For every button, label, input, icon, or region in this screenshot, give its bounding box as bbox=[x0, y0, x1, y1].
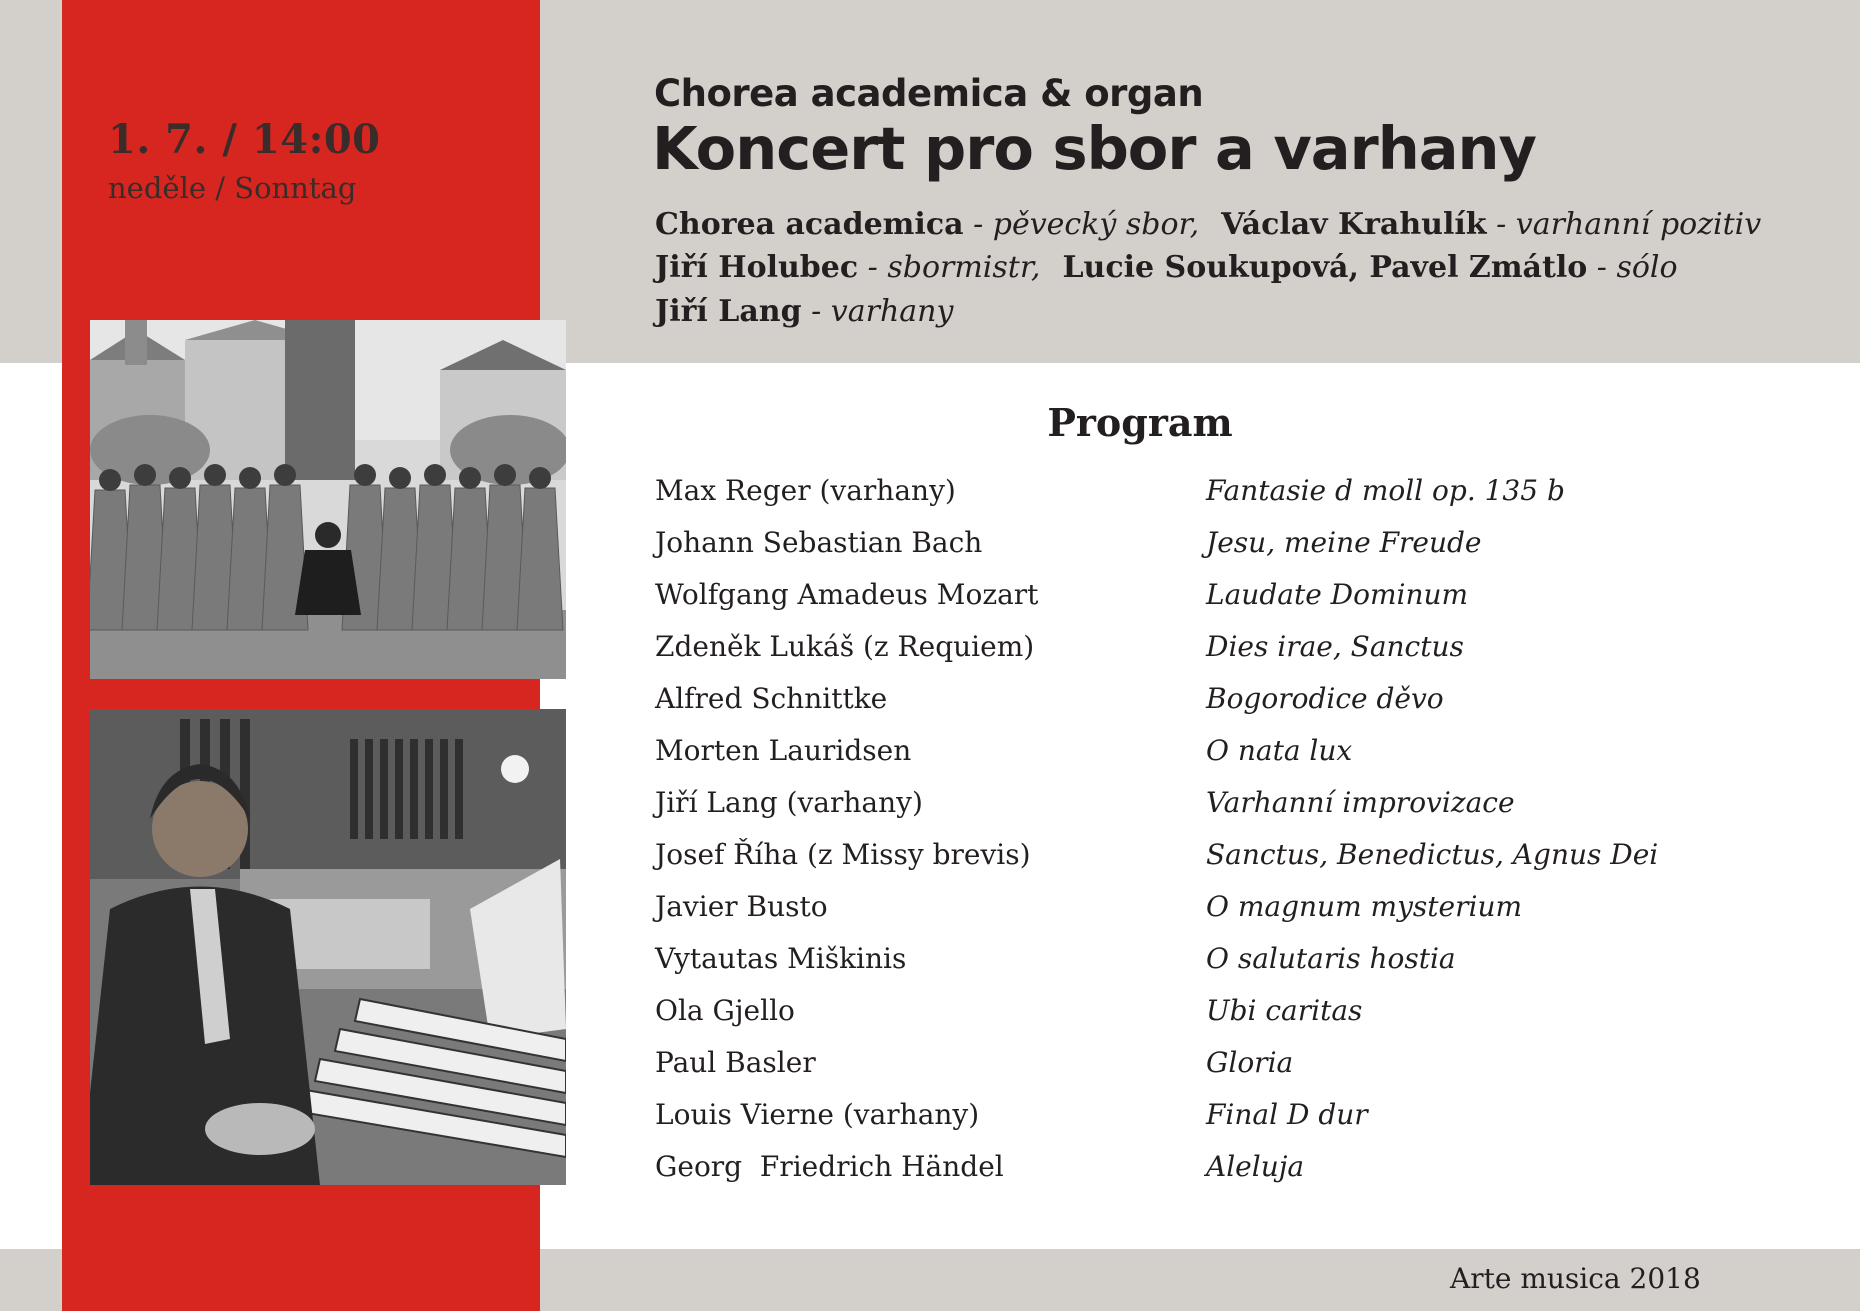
program-item bbox=[0, 526, 1860, 578]
performer-role: - varhany bbox=[801, 294, 954, 329]
program-composer: Paul Basler bbox=[655, 1046, 816, 1079]
program-item bbox=[0, 838, 1860, 890]
program-piece: Gloria bbox=[1206, 1046, 1294, 1079]
program-piece: Fantasie d moll op. 135 b bbox=[1206, 474, 1565, 507]
performer-name: Chorea academica bbox=[655, 207, 964, 242]
performer-role: - sólo bbox=[1587, 250, 1678, 285]
program-piece: O magnum mysterium bbox=[1206, 890, 1523, 923]
program-item bbox=[0, 1046, 1860, 1098]
program-piece: O salutaris hostia bbox=[1206, 942, 1456, 975]
program-composer: Jiří Lang (varhany) bbox=[655, 786, 923, 819]
program-composer: Max Reger (varhany) bbox=[655, 474, 956, 507]
program-item bbox=[0, 1098, 1860, 1150]
program-item bbox=[0, 890, 1860, 942]
program-piece: Dies irae, Sanctus bbox=[1206, 630, 1464, 663]
performer-role: - pěvecký sbor, bbox=[963, 207, 1200, 242]
program-piece: Sanctus, Benedictus, Agnus Dei bbox=[1206, 838, 1659, 871]
program-item bbox=[0, 994, 1860, 1046]
program-composer: Zdeněk Lukáš (z Requiem) bbox=[655, 630, 1035, 663]
program-piece: Aleluja bbox=[1206, 1150, 1305, 1183]
footer-label: Arte musica 2018 bbox=[1450, 1262, 1701, 1295]
program-item bbox=[0, 682, 1860, 734]
performer-name: Václav Krahulík bbox=[1221, 207, 1487, 242]
program-item bbox=[0, 786, 1860, 838]
event-date-time: 1. 7. / 14:00 bbox=[108, 116, 381, 163]
performer-role: - varhanní pozitiv bbox=[1486, 207, 1762, 242]
performer-name: Jiří Holubec bbox=[655, 250, 859, 285]
program-piece: Varhanní improvizace bbox=[1206, 786, 1515, 819]
program-composer: Ola Gjello bbox=[655, 994, 795, 1027]
program-piece: Jesu, meine Freude bbox=[1206, 526, 1482, 559]
program-item bbox=[0, 630, 1860, 682]
program-composer: Vytautas Miškinis bbox=[655, 942, 907, 975]
program-composer: Louis Vierne (varhany) bbox=[655, 1098, 980, 1131]
performer-name: Lucie Soukupová, Pavel Zmátlo bbox=[1062, 250, 1588, 285]
program-item bbox=[0, 578, 1860, 630]
program-item bbox=[0, 474, 1860, 526]
concert-title: Koncert pro sbor a varhany bbox=[652, 114, 1536, 183]
program-composer: Wolfgang Amadeus Mozart bbox=[655, 578, 1039, 611]
program-piece: Laudate Dominum bbox=[1206, 578, 1469, 611]
performer-name: Jiří Lang bbox=[655, 294, 802, 329]
performers-line-1 bbox=[655, 207, 1761, 242]
program-piece: Ubi caritas bbox=[1206, 994, 1363, 1027]
program-composer: Georg Friedrich Händel bbox=[655, 1150, 1004, 1183]
event-day: neděle / Sonntag bbox=[108, 171, 357, 205]
concert-subtitle: Chorea academica & organ bbox=[654, 72, 1204, 115]
performer-role: - sbormistr, bbox=[858, 250, 1041, 285]
program-item bbox=[0, 1150, 1860, 1202]
program-composer: Johann Sebastian Bach bbox=[655, 526, 983, 559]
program-item bbox=[0, 942, 1860, 994]
program-piece: Final D dur bbox=[1206, 1098, 1368, 1131]
program-item bbox=[0, 734, 1860, 786]
program-composer: Alfred Schnittke bbox=[655, 682, 888, 715]
performers-line-3 bbox=[655, 294, 953, 329]
performers-line-2 bbox=[655, 250, 1678, 285]
program-composer: Josef Říha (z Missy brevis) bbox=[655, 838, 1031, 871]
program-composer: Morten Lauridsen bbox=[655, 734, 912, 767]
program-heading: Program bbox=[1047, 400, 1233, 445]
program-piece: Bogorodice děvo bbox=[1206, 682, 1444, 715]
program-composer: Javier Busto bbox=[655, 890, 828, 923]
program-piece: O nata lux bbox=[1206, 734, 1353, 767]
